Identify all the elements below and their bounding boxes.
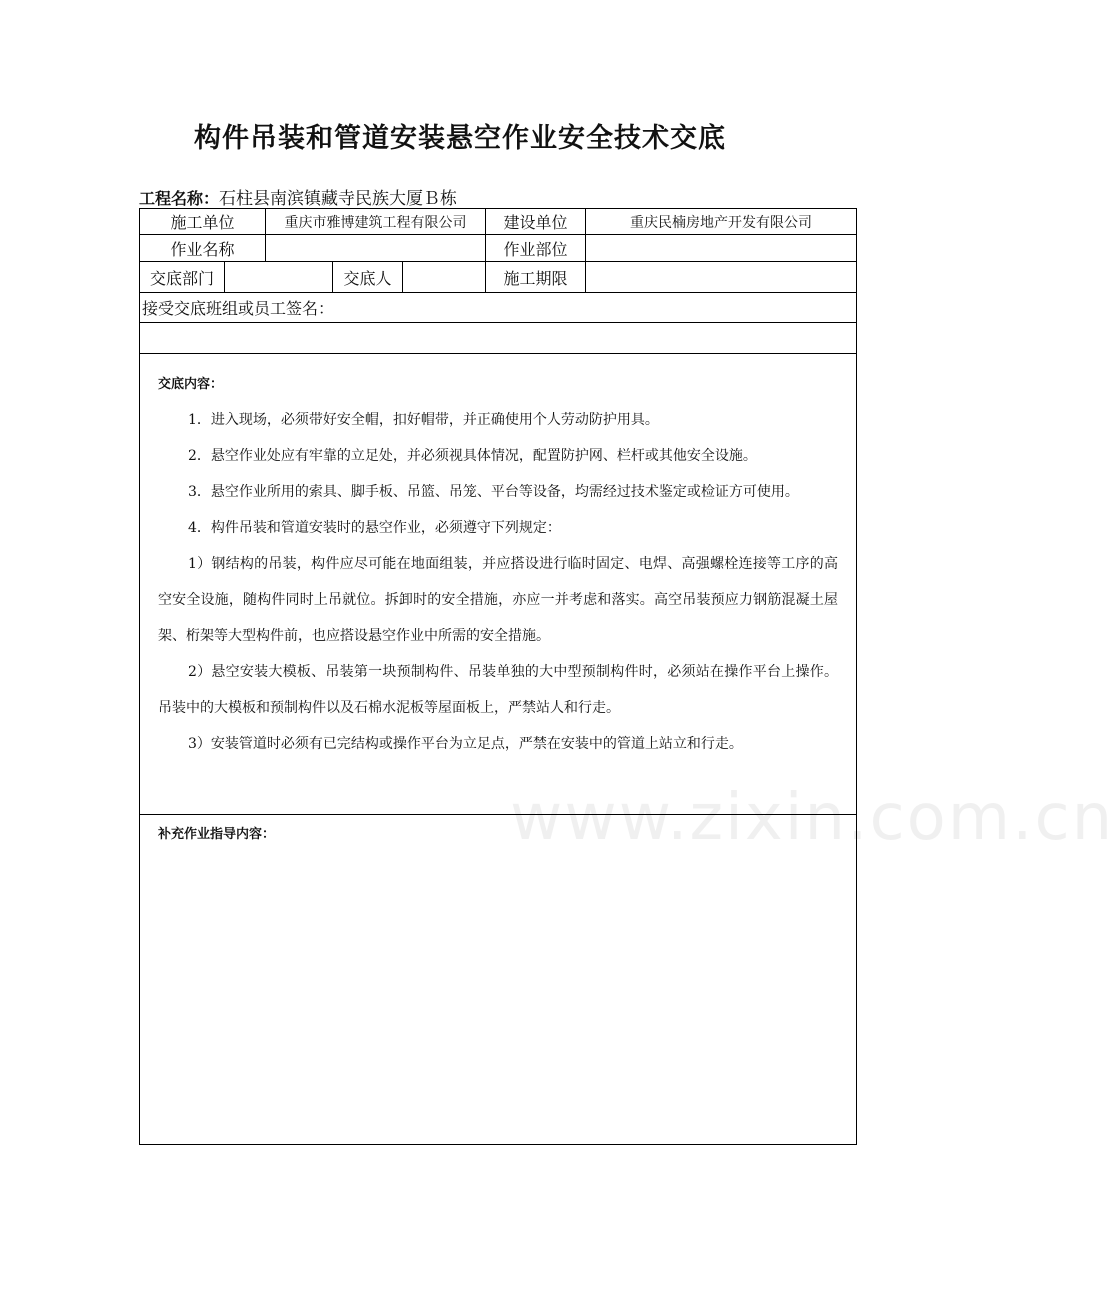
briefing-form xyxy=(139,208,1114,1145)
work-name-label: 作业名称 xyxy=(170,239,235,259)
construction-unit-label: 施工单位 xyxy=(170,213,235,232)
construction-unit-value[interactable]: 重庆市雅博建筑工程有限公司 xyxy=(284,214,467,231)
period-label: 施工期限 xyxy=(503,268,568,288)
build-unit-value[interactable]: 重庆民楠房地产开发有限公司 xyxy=(630,214,812,231)
signature-label: 接受交底班组或员工签名： xyxy=(142,299,335,318)
dept-value[interactable] xyxy=(225,262,332,292)
build-unit-label: 建设单位 xyxy=(503,213,568,232)
briefer-value[interactable] xyxy=(403,262,485,292)
briefer-label: 交底人 xyxy=(343,268,392,288)
project-name-line xyxy=(139,184,457,209)
project-name-value: 石柱县南滨镇藏寺民族大厦Ｂ栋 xyxy=(219,189,458,209)
content-paragraph: 1．进入现场，必须带好安全帽，扣好帽带，并正确使用个人劳动防护用具。 xyxy=(188,412,659,428)
dept-label: 交底部门 xyxy=(149,268,214,288)
briefing-content xyxy=(140,354,856,762)
row-divider xyxy=(140,814,856,815)
work-name-value[interactable] xyxy=(266,235,485,261)
content-paragraph: 3．悬空作业所用的索具、脚手板、吊篮、吊笼、平台等设备，均需经过技术鉴定或检证方可使用。 xyxy=(188,484,799,500)
content-paragraph: 1）钢结构的吊装，构件应尽可能在地面组装，并应搭设进行临时固定、电焊、高强螺栓连接等工序的高空安全设施，随构件同时上吊就位。拆卸时的安全措施，亦应一并考虑和落实。高空吊装预应力钢筋混凝土屋架、桁架等大型构件前，也应搭设悬空作业中所需的安全措施。 xyxy=(158,556,838,644)
content-heading: 交底内容： xyxy=(158,377,224,392)
project-name-label: 工程名称： xyxy=(139,189,220,208)
watermark: www.zixin.com.cn xyxy=(510,781,1114,855)
content-paragraph: 2．悬空作业处应有牢靠的立足处，并必须视具体情况，配置防护网、栏杆或其他安全设施。 xyxy=(188,448,757,464)
content-paragraph: 4．构件吊装和管道安装时的悬空作业，必须遵守下列规定： xyxy=(188,520,561,536)
content-paragraph: 2）悬空安装大模板、吊装第一块预制构件、吊装单独的大中型预制构件时，必须站在操作平台上操作。吊装中的大模板和预制构件以及石棉水泥板等屋面板上，严禁站人和行走。 xyxy=(158,664,838,716)
signature-field[interactable] xyxy=(142,323,856,353)
supplement-heading: 补充作业指导内容： xyxy=(158,827,276,842)
work-location-value[interactable] xyxy=(586,235,856,261)
document-title: 构件吊装和管道安装悬空作业安全技术交底 xyxy=(194,123,726,154)
content-paragraph: 3）安装管道时必须有已完结构或操作平台为立足点，严禁在安装中的管道上站立和行走。 xyxy=(188,736,743,752)
period-value[interactable] xyxy=(586,262,856,292)
work-location-label: 作业部位 xyxy=(503,239,568,259)
